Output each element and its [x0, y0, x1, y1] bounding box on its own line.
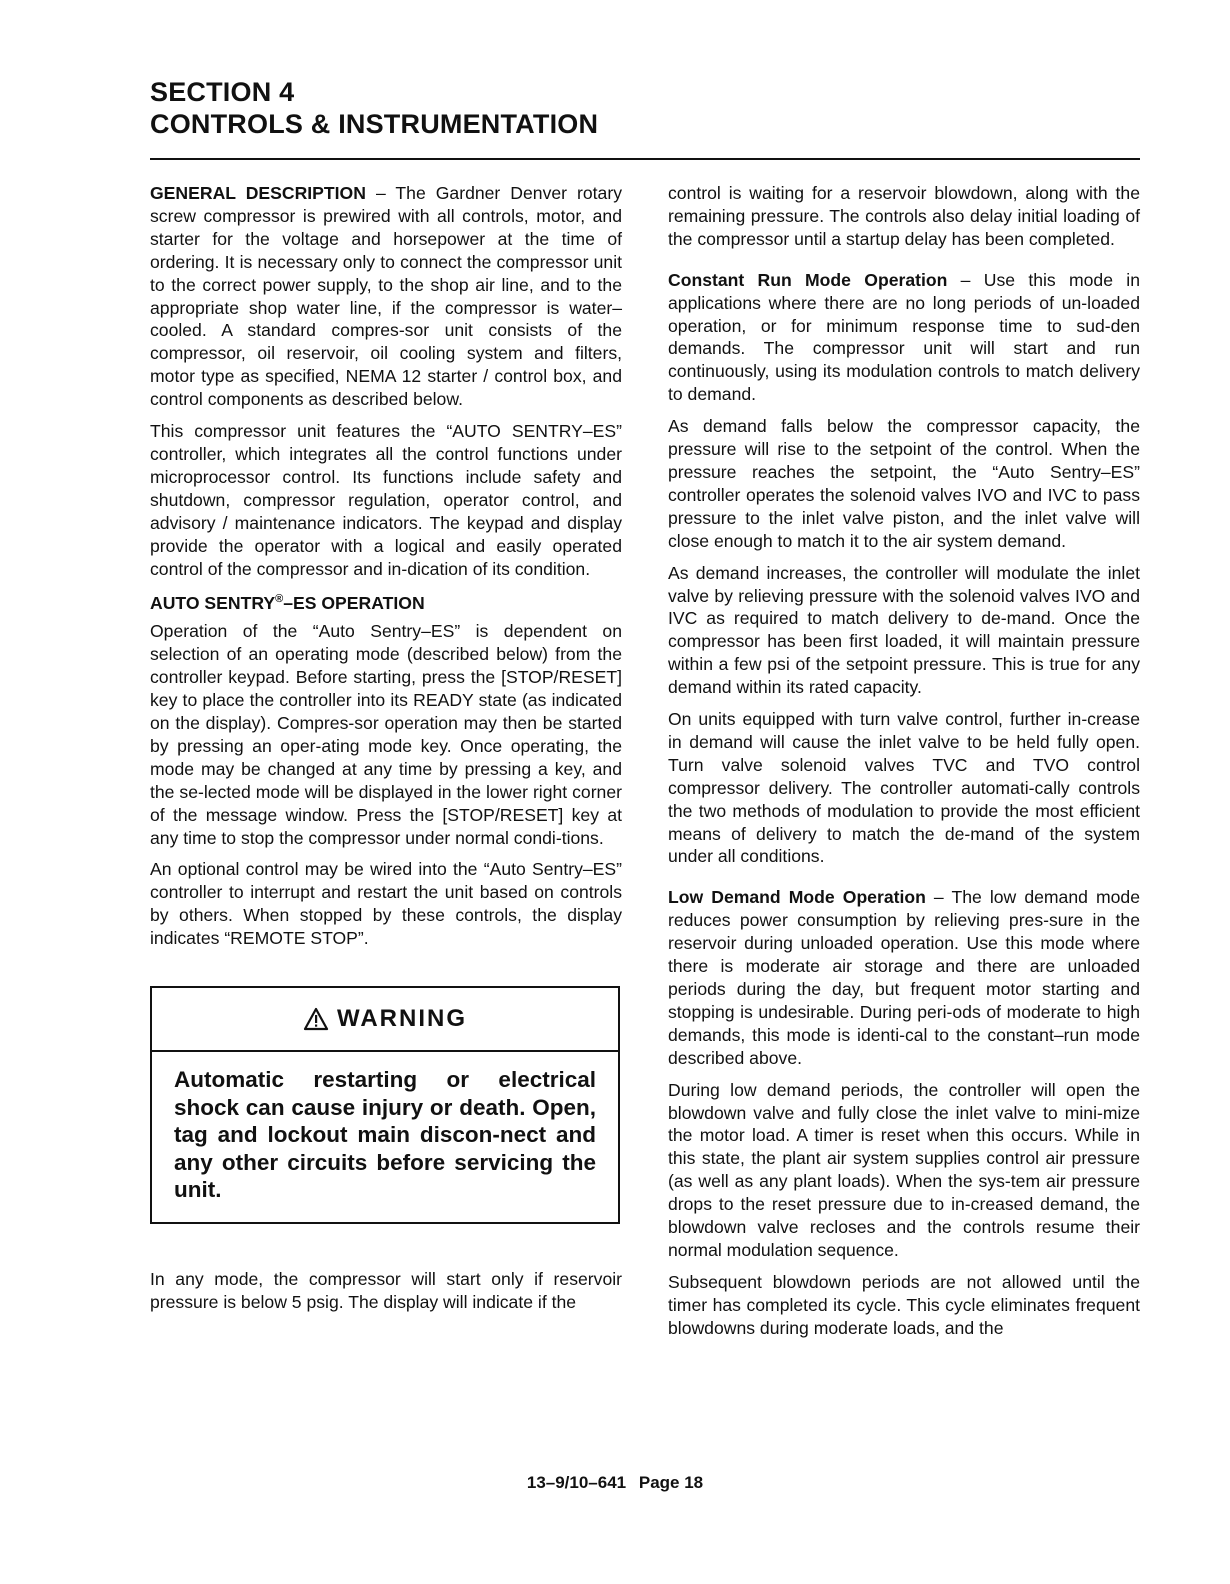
demand-increases-paragraph: As demand increases, the controller will modulate the inlet valve by relieving pressure with the solenoid valves IVO and IVC as required to match delivery to de-mand. Once the compressor has been first loaded, it will maintain pressure within a few psi of the setpoint pressure. This is true for any demand within its rated capacity.: [668, 562, 1140, 698]
warning-triangle-icon: [303, 1007, 329, 1031]
demand-falls-paragraph: As demand falls below the compressor capacity, the pressure will rise to the setpoint of the control. When the pressure reaches the setpoint, the “Auto Sentry–ES” controller operates the solenoid valves IVO and IVC to pass pressure to the inlet valve piston, and the inlet valve will close enough to match it to the air system demand.: [668, 416, 1140, 551]
page-footer: [0, 1473, 1230, 1493]
registered-mark: ®: [275, 593, 284, 606]
features-paragraph: This compressor unit features the “AUTO SENTRY–ES” controller, which integrates all the control functions under microprocessor control. Its functions include safety and shutdown, compressor regulation, operator control, and advisory / maintenance indicators. The keypad and display provide the operator with a logical and easily operated control of the compressor and in-dication of its condition.: [150, 421, 622, 579]
operation-paragraph: Operation of the “Auto Sentry–ES” is dependent on selection of an operating mode (described below) from the controller keypad. Before starting, press the [STOP/RESET] key to place the controller into its READY state (as indicated on the display). Compres-sor operation may then be started by pressing an oper-ating mode key. Once operating, the mode may be changed at any time by pressing a key, and the se-lected mode will be displayed in the lower right corner of the message window. Press the [STOP/RESET] key at any time to stop the compressor under normal condi-tions.: [150, 621, 622, 848]
section-header: [150, 76, 850, 140]
continuation-paragraph: control is waiting for a reservoir blowdown, along with the remaining pressure. The controls also delay initial loading of the compressor until a startup delay has been completed.: [668, 183, 1140, 249]
warning-text: Automatic restarting or electrical shock can cause injury or death. Open, tag and lockout main discon-nect and any other circuits before servicing the unit.: [174, 1067, 596, 1203]
general-description-paragraph: [150, 182, 622, 411]
any-mode-paragraph: In any mode, the compressor will start only if reservoir pressure is below 5 psig. The display will indicate if the: [150, 1268, 622, 1312]
right-column: [668, 182, 1140, 1349]
page-number: Page 18: [638, 1473, 704, 1492]
low-demand-heading: Low Demand Mode Operation: [668, 887, 926, 908]
general-description-heading: GENERAL DESCRIPTION: [150, 183, 366, 203]
warning-title: WARNING: [337, 1004, 467, 1032]
section-number: SECTION 4: [150, 77, 295, 107]
warning-header: [152, 988, 618, 1052]
left-column: [150, 182, 622, 1322]
low-demand-periods-paragraph: During low demand periods, the controller will open the blowdown valve and fully close the inlet valve to mini-mize the motor load. A timer is reset when this occurs. While in this state, the plant air system supplies control air pressure (as well as any plant loads). When the sys-tem air pressure drops to the reset pressure due to in-creased demand, the blowdown valve recloses and the controls resume their normal modulation sequence.: [668, 1079, 1140, 1260]
document-number: 13–9/10–641: [526, 1473, 627, 1492]
subsequent-blowdown-paragraph: Subsequent blowdown periods are not allowed until the timer has completed its cycle. This cycle eliminates frequent blowdowns during moderate loads, and the: [668, 1271, 1140, 1338]
constant-run-heading: Constant Run Mode Operation: [668, 269, 948, 290]
low-demand-paragraph: [668, 886, 1140, 1069]
optional-control-paragraph: An optional control may be wired into the “Auto Sentry–ES” controller to interrupt and restart the unit based on controls by others. When stopped by these controls, the display indicates “REMOTE STOP”.: [150, 859, 622, 949]
operation-heading: AUTO SENTRY®–ES OPERATION: [150, 593, 425, 614]
general-description-text: – The Gardner Denver rotary screw compressor is prewired with all controls, motor, and starter for the voltage and horsepower at the time of ordering. It is necessary only to connect the compressor unit to the correct power supply, to the shop air line, and to the appropriate shop water line, if the compressor is water–cooled. A standard compres-sor unit consists of the compressor, oil reservoir, oil cooling system and filters, motor type as specified, NEMA 12 starter / control box, and control components as described below.: [150, 183, 622, 410]
header-rule: [150, 158, 1140, 160]
section-title: CONTROLS & INSTRUMENTATION: [150, 109, 599, 139]
low-demand-text: – The low demand mode reduces power consumption by relieving pres-sure in the reservoir during unloaded operation. Use this mode where there is moderate air storage and there are unloaded periods during the day, but frequent motor starting and stopping is undesirable. During peri-ods of moderate to high demands, this mode is identi-cal to the constant–run mode described above.: [668, 887, 1140, 1068]
turn-valve-paragraph: On units equipped with turn valve control, further in-crease in demand will cause the inlet valve to be held fully open. Turn valve solenoid valves TVC and TVO control compressor delivery. The controller automati-cally controls the two methods of modulation to provide the most efficient means of delivery to match the de-mand of the system under all conditions.: [668, 709, 1140, 867]
constant-run-text: – Use this mode in applications where there are no long periods of un-loaded operation, or for minimum response time to sud-den demands. The compressor unit will start and run continuously, using its modulation controls to match delivery to demand.: [668, 269, 1140, 405]
warning-box: [150, 986, 620, 1224]
constant-run-paragraph: [668, 269, 1140, 406]
